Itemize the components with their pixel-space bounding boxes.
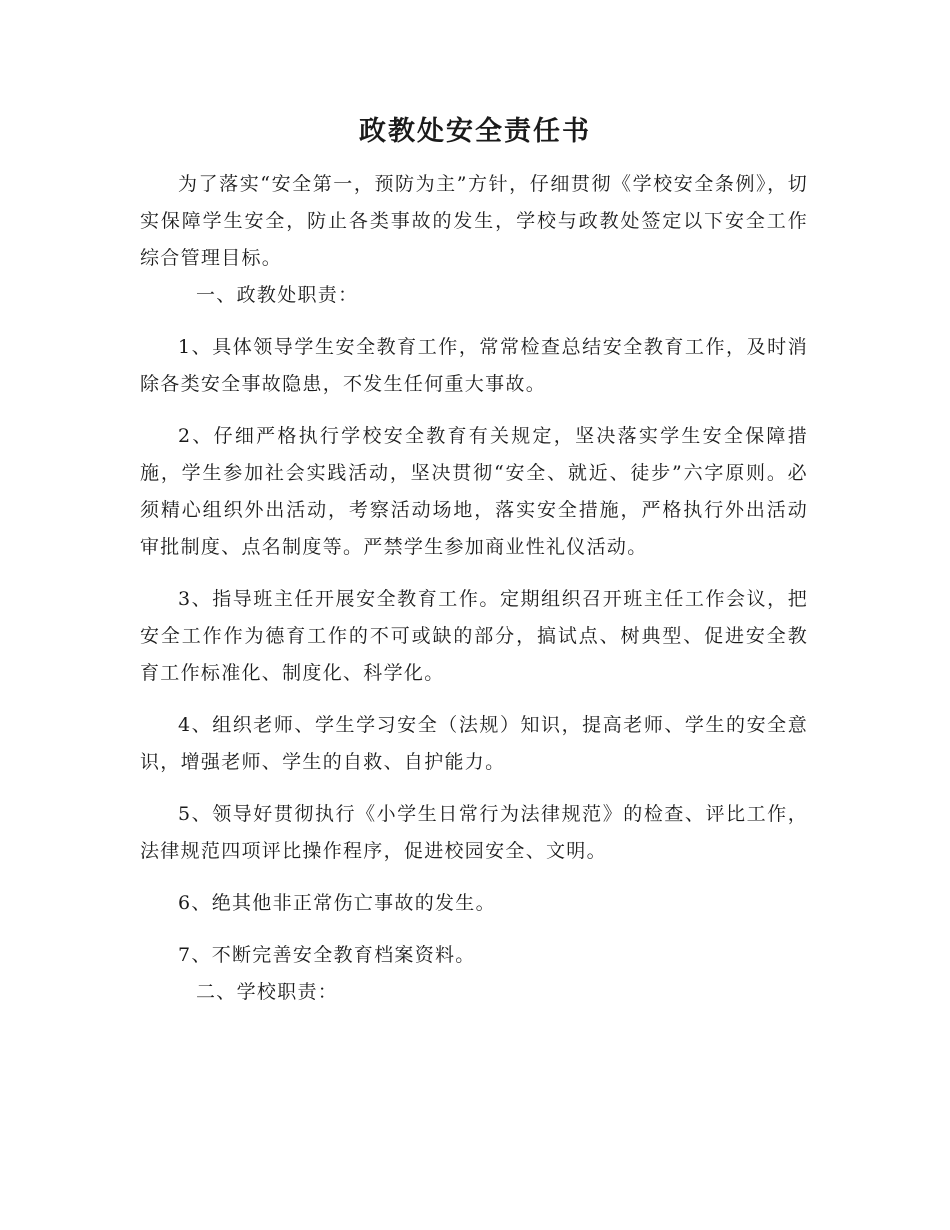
document-title: 政教处安全责任书 (359, 116, 591, 147)
section-heading-2: 二、学校职责： (196, 981, 339, 1003)
list-item: 7、不断完善安全教育档案资料。 (178, 944, 476, 966)
list-item: 5、领导好贯彻执行《小学生日常行为法律规范》的检查、评比工作，法律规范四项评比操作程序，促进校园安全、文明。 (140, 803, 808, 862)
list-item: 6、绝其他非正常伤亡事故的发生。 (178, 892, 496, 914)
document-body (140, 166, 808, 1011)
list-item: 3、指导班主任开展安全教育工作。定期组织召开班主任工作会议，把安全工作作为德育工作的不可或缺的部分，搞试点、树典型、促进安全教育工作标准化、制度化、科学化。 (140, 588, 808, 684)
list-item: 4、组织老师、学生学习安全（法规）知识，提高老师、学生的安全意识，增强老师、学生的自救、自护能力。 (140, 714, 808, 773)
section-heading-1: 一、政教处职责： (196, 284, 359, 306)
list-item: 1、具体领导学生安全教育工作，常常检查总结安全教育工作，及时消除各类安全事故隐患，不发生任何重大事故。 (140, 336, 808, 395)
list-item: 2、仔细严格执行学校安全教育有关规定，坚决落实学生安全保障措施，学生参加社会实践活动，坚决贯彻“安全、就近、徒步”六字原则。必须精心组织外出活动，考察活动场地，落实安全措施，严格执行外出活动审批制度、点名制度等。严禁学生参加商业性礼仪活动。 (140, 425, 808, 558)
intro-paragraph: 为了落实“安全第一，预防为主”方针，仔细贯彻《学校安全条例》，切实保障学生安全，防止各类事故的发生，学校与政教处签定以下安全工作综合管理目标。 (140, 173, 808, 269)
